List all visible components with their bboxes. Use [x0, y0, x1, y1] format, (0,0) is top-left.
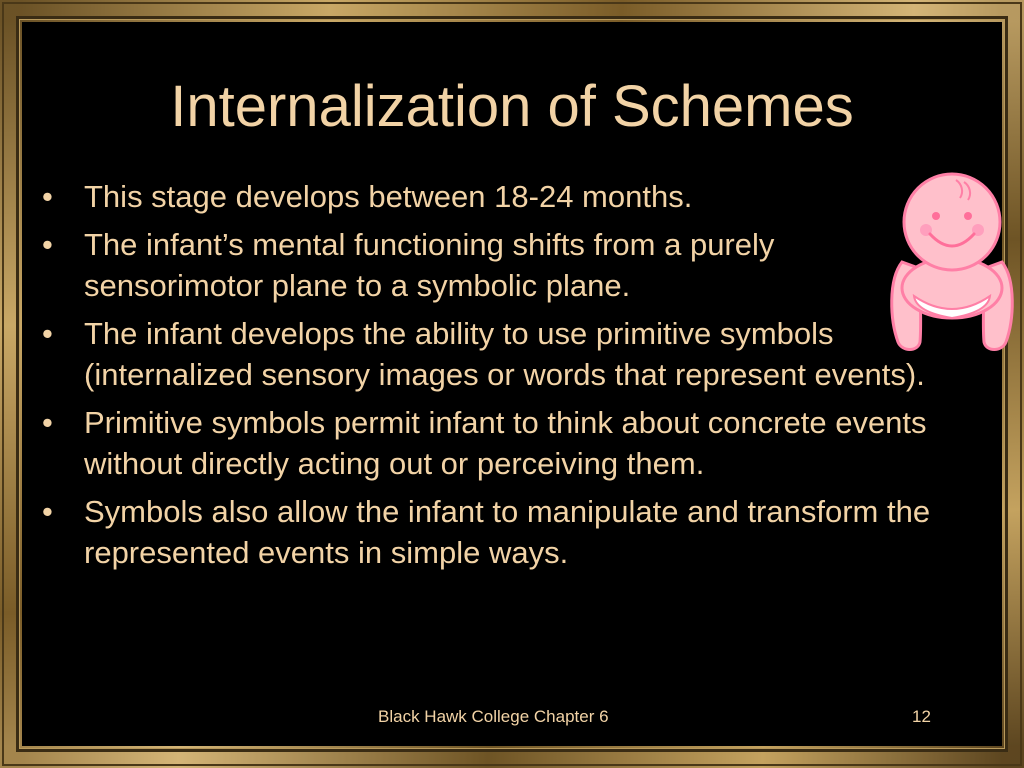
bullet-dot: • — [42, 179, 53, 214]
bullet-item — [42, 402, 982, 484]
slide-title: Internalization of Schemes — [170, 74, 854, 139]
bullet-item — [42, 313, 934, 395]
bullet-dot: • — [42, 405, 53, 440]
bullet-text: The infant develops the ability to use primitive symbols (internalized sensory images or words that represent events). — [84, 316, 925, 392]
bullet-dot: • — [42, 316, 53, 351]
bullet-list — [42, 176, 982, 580]
bullet-item — [42, 491, 982, 573]
bullet-item — [42, 176, 884, 217]
bullet-text: The infant’s mental functioning shifts from a purely sensorimotor plane to a symbolic plane. — [84, 227, 775, 303]
bullet-item — [42, 224, 914, 306]
baby-clipart-icon — [884, 170, 1020, 358]
bullet-text: This stage develops between 18-24 months. — [84, 179, 693, 214]
slide-footer: Black Hawk College Chapter 6 — [378, 707, 609, 726]
bullet-text: Symbols also allow the infant to manipulate and transform the represented events in simple ways. — [84, 494, 931, 570]
bullet-text: Primitive symbols permit infant to think about concrete events without directly acting out or perceiving them. — [84, 405, 927, 481]
page-number: 12 — [912, 707, 931, 726]
bullet-dot: • — [42, 494, 53, 529]
bullet-dot: • — [42, 227, 53, 262]
